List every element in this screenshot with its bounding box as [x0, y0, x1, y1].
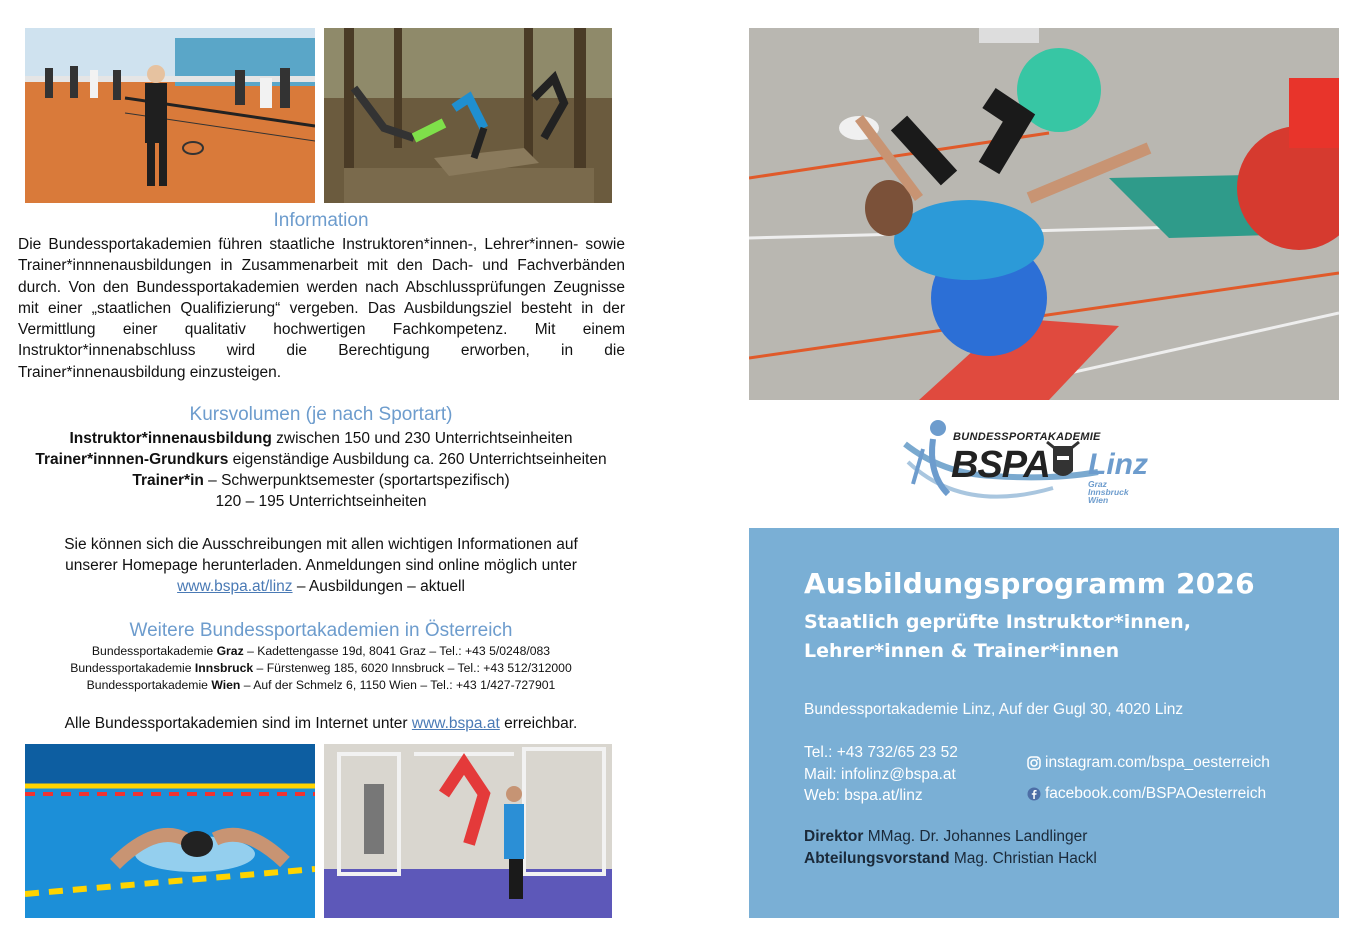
logo-city-text: Linz	[1088, 448, 1148, 481]
academy-graz: Bundessportakademie Graz – Kadettengasse 19d, 8041 Graz – Tel.: +43 5/0248/083	[91, 644, 551, 658]
logo-main-text: BSPA	[951, 444, 1050, 486]
instagram-icon	[1027, 756, 1041, 770]
download-line-3: www.bspa.at/linz – Ausbildungen – aktuell	[177, 578, 465, 595]
bspa-logo	[903, 414, 1163, 514]
web[interactable]: Web: bspa.at/linz	[804, 787, 923, 804]
staff-block	[804, 826, 1097, 869]
academy-innsbruck: Bundessportakademie Innsbruck – Fürstenweg 185, 6020 Innsbruck – Tel.: +43 512/312000	[70, 661, 572, 675]
social-links	[1027, 747, 1270, 809]
kursvolumen-line-trainer: Trainer*in – Schwerpunktsemester (sportartspezifisch)	[132, 472, 510, 489]
instagram-link[interactable]: instagram.com/bspa_oesterreich	[1027, 747, 1270, 778]
contact-block	[804, 742, 958, 807]
weitere-heading: Weitere Bundessportakademien in Österreich	[129, 620, 513, 641]
bspa-link[interactable]: www.bspa.at	[411, 715, 500, 732]
program-title: Ausbildungsprogramm 2026	[804, 567, 1255, 600]
director: Direktor MMag. Dr. Johannes Landlinger	[804, 828, 1088, 845]
kursvolumen-line-units: 120 – 195 Unterrichtseinheiten	[215, 493, 427, 510]
information-heading: Information	[273, 210, 369, 231]
photo-gym	[324, 744, 612, 918]
department-head: Abteilungsvorstand Mag. Christian Hackl	[804, 849, 1097, 867]
mail[interactable]: Mail: infolinz@bspa.at	[804, 765, 956, 783]
kursvolumen-heading: Kursvolumen (je nach Sportart)	[189, 404, 453, 425]
photo-gymball	[749, 28, 1339, 400]
facebook-link[interactable]: facebook.com/BSPAOesterreich	[1027, 778, 1270, 809]
download-line-1: Sie können sich die Ausschreibungen mit allen wichtigen Informationen auf	[64, 536, 578, 553]
photo-tennis-hall	[25, 28, 315, 203]
photo-swimmer	[25, 744, 315, 918]
internet-line: Alle Bundessportakademien sind im Internet unter www.bspa.at erreichbar.	[64, 715, 578, 732]
download-line-2: unserer Homepage herunterladen. Anmeldungen sind online möglich unter	[65, 557, 577, 574]
logo-sub-cities: Graz Innsbruck Wien	[1088, 479, 1129, 505]
kursvolumen-list	[18, 428, 624, 512]
program-subtitle: Staatlich geprüfte Instruktor*innen, Lehrer*innen & Trainer*innen	[804, 611, 1191, 662]
address: Bundessportakademie Linz, Auf der Gugl 30, 4020 Linz	[804, 701, 1184, 718]
bspa-linz-link[interactable]: www.bspa.at/linz	[177, 578, 293, 595]
photo-forest-workout	[324, 28, 612, 203]
information-text: Die Bundessportakademien führen staatliche Instruktoren*innen-, Lehrer*innen- sowie Trainer*innnenausbildungen in Zusammenarbeit mit den Dach- und Fachverbänden durch. Von den Bundessportakademien werden nach Abschlussprüfungen Zeugnisse mit einer „staatlichen Qualifizierung“ vergeben. Das Ausbildungsziel besteht in der Vermittlung einer qualitativ hochwertigen Fachkompetenz. Mit einem Instruktor*innenabschluss wird die Berechtigung erworben, in die Trainer*innenausbildung einzusteigen.	[18, 236, 625, 381]
kursvolumen-line-grundkurs: Trainer*innnen-Grundkurs eigenständige Ausbildung ca. 260 Unterrichtseinheiten	[35, 451, 607, 468]
info-panel	[749, 528, 1339, 918]
download-info	[18, 534, 624, 597]
academy-list	[18, 643, 624, 694]
facebook-icon	[1027, 787, 1041, 801]
phone: Tel.: +43 732/65 23 52	[804, 744, 958, 761]
kursvolumen-line-instruktor: Instruktor*innenausbildung zwischen 150 und 230 Unterrichtseinheiten	[69, 430, 573, 447]
logo-top-text: BUNDESSPORTAKADEMIE	[953, 431, 1101, 443]
academy-wien: Bundessportakademie Wien – Auf der Schmelz 6, 1150 Wien – Tel.: +43 1/427-727901	[86, 678, 556, 692]
